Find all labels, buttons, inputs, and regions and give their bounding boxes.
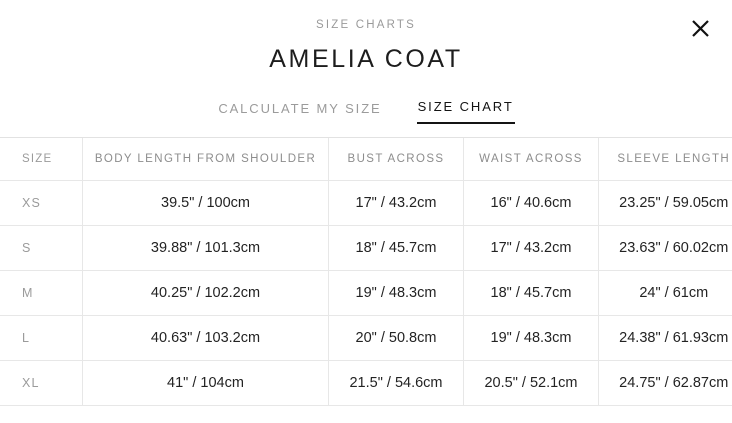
tab-calculate-my-size[interactable]: CALCULATE MY SIZE	[217, 101, 382, 124]
tab-bar	[0, 99, 732, 124]
column-header-bust: BUST ACROSS	[329, 138, 464, 181]
table-row	[0, 181, 732, 226]
column-header-sleeve: SLEEVE LENGTH	[599, 138, 732, 181]
page-title: AMELIA COAT	[269, 45, 463, 73]
close-icon[interactable]	[686, 14, 714, 42]
cell-waist: 20.5" / 52.1cm	[464, 361, 599, 406]
cell-size: XL	[0, 361, 83, 406]
cell-body-length: 41" / 104cm	[83, 361, 329, 406]
table-row	[0, 316, 732, 361]
cell-size: XS	[0, 181, 83, 226]
cell-waist: 16" / 40.6cm	[464, 181, 599, 226]
table-row	[0, 226, 732, 271]
cell-body-length: 40.25" / 102.2cm	[83, 271, 329, 316]
cell-sleeve: 23.25" / 59.05cm	[599, 181, 732, 226]
cell-waist: 18" / 45.7cm	[464, 271, 599, 316]
cell-waist: 17" / 43.2cm	[464, 226, 599, 271]
cell-waist: 19" / 48.3cm	[464, 316, 599, 361]
cell-bust: 19" / 48.3cm	[329, 271, 464, 316]
cell-sleeve: 24" / 61cm	[599, 271, 732, 316]
close-icon-glyph	[691, 19, 710, 38]
cell-size: L	[0, 316, 83, 361]
cell-sleeve: 24.38" / 61.93cm	[599, 316, 732, 361]
column-header-waist: WAIST ACROSS	[464, 138, 599, 181]
cell-sleeve: 24.75" / 62.87cm	[599, 361, 732, 406]
size-chart-table	[0, 138, 732, 406]
tab-size-chart[interactable]: SIZE CHART	[417, 99, 515, 124]
modal-eyebrow: SIZE CHARTS	[315, 19, 417, 31]
cell-bust: 17" / 43.2cm	[329, 181, 464, 226]
cell-bust: 18" / 45.7cm	[329, 226, 464, 271]
cell-size: M	[0, 271, 83, 316]
cell-bust: 21.5" / 54.6cm	[329, 361, 464, 406]
cell-bust: 20" / 50.8cm	[329, 316, 464, 361]
column-header-body-length: BODY LENGTH FROM SHOULDER	[83, 138, 329, 181]
column-header-size: SIZE	[0, 138, 83, 181]
cell-body-length: 40.63" / 103.2cm	[83, 316, 329, 361]
cell-body-length: 39.88" / 101.3cm	[83, 226, 329, 271]
size-chart-table-wrap	[0, 137, 732, 406]
cell-size: S	[0, 226, 83, 271]
table-row	[0, 361, 732, 406]
table-row	[0, 271, 732, 316]
table-header-row	[0, 138, 732, 181]
cell-body-length: 39.5" / 100cm	[83, 181, 329, 226]
cell-sleeve: 23.63" / 60.02cm	[599, 226, 732, 271]
